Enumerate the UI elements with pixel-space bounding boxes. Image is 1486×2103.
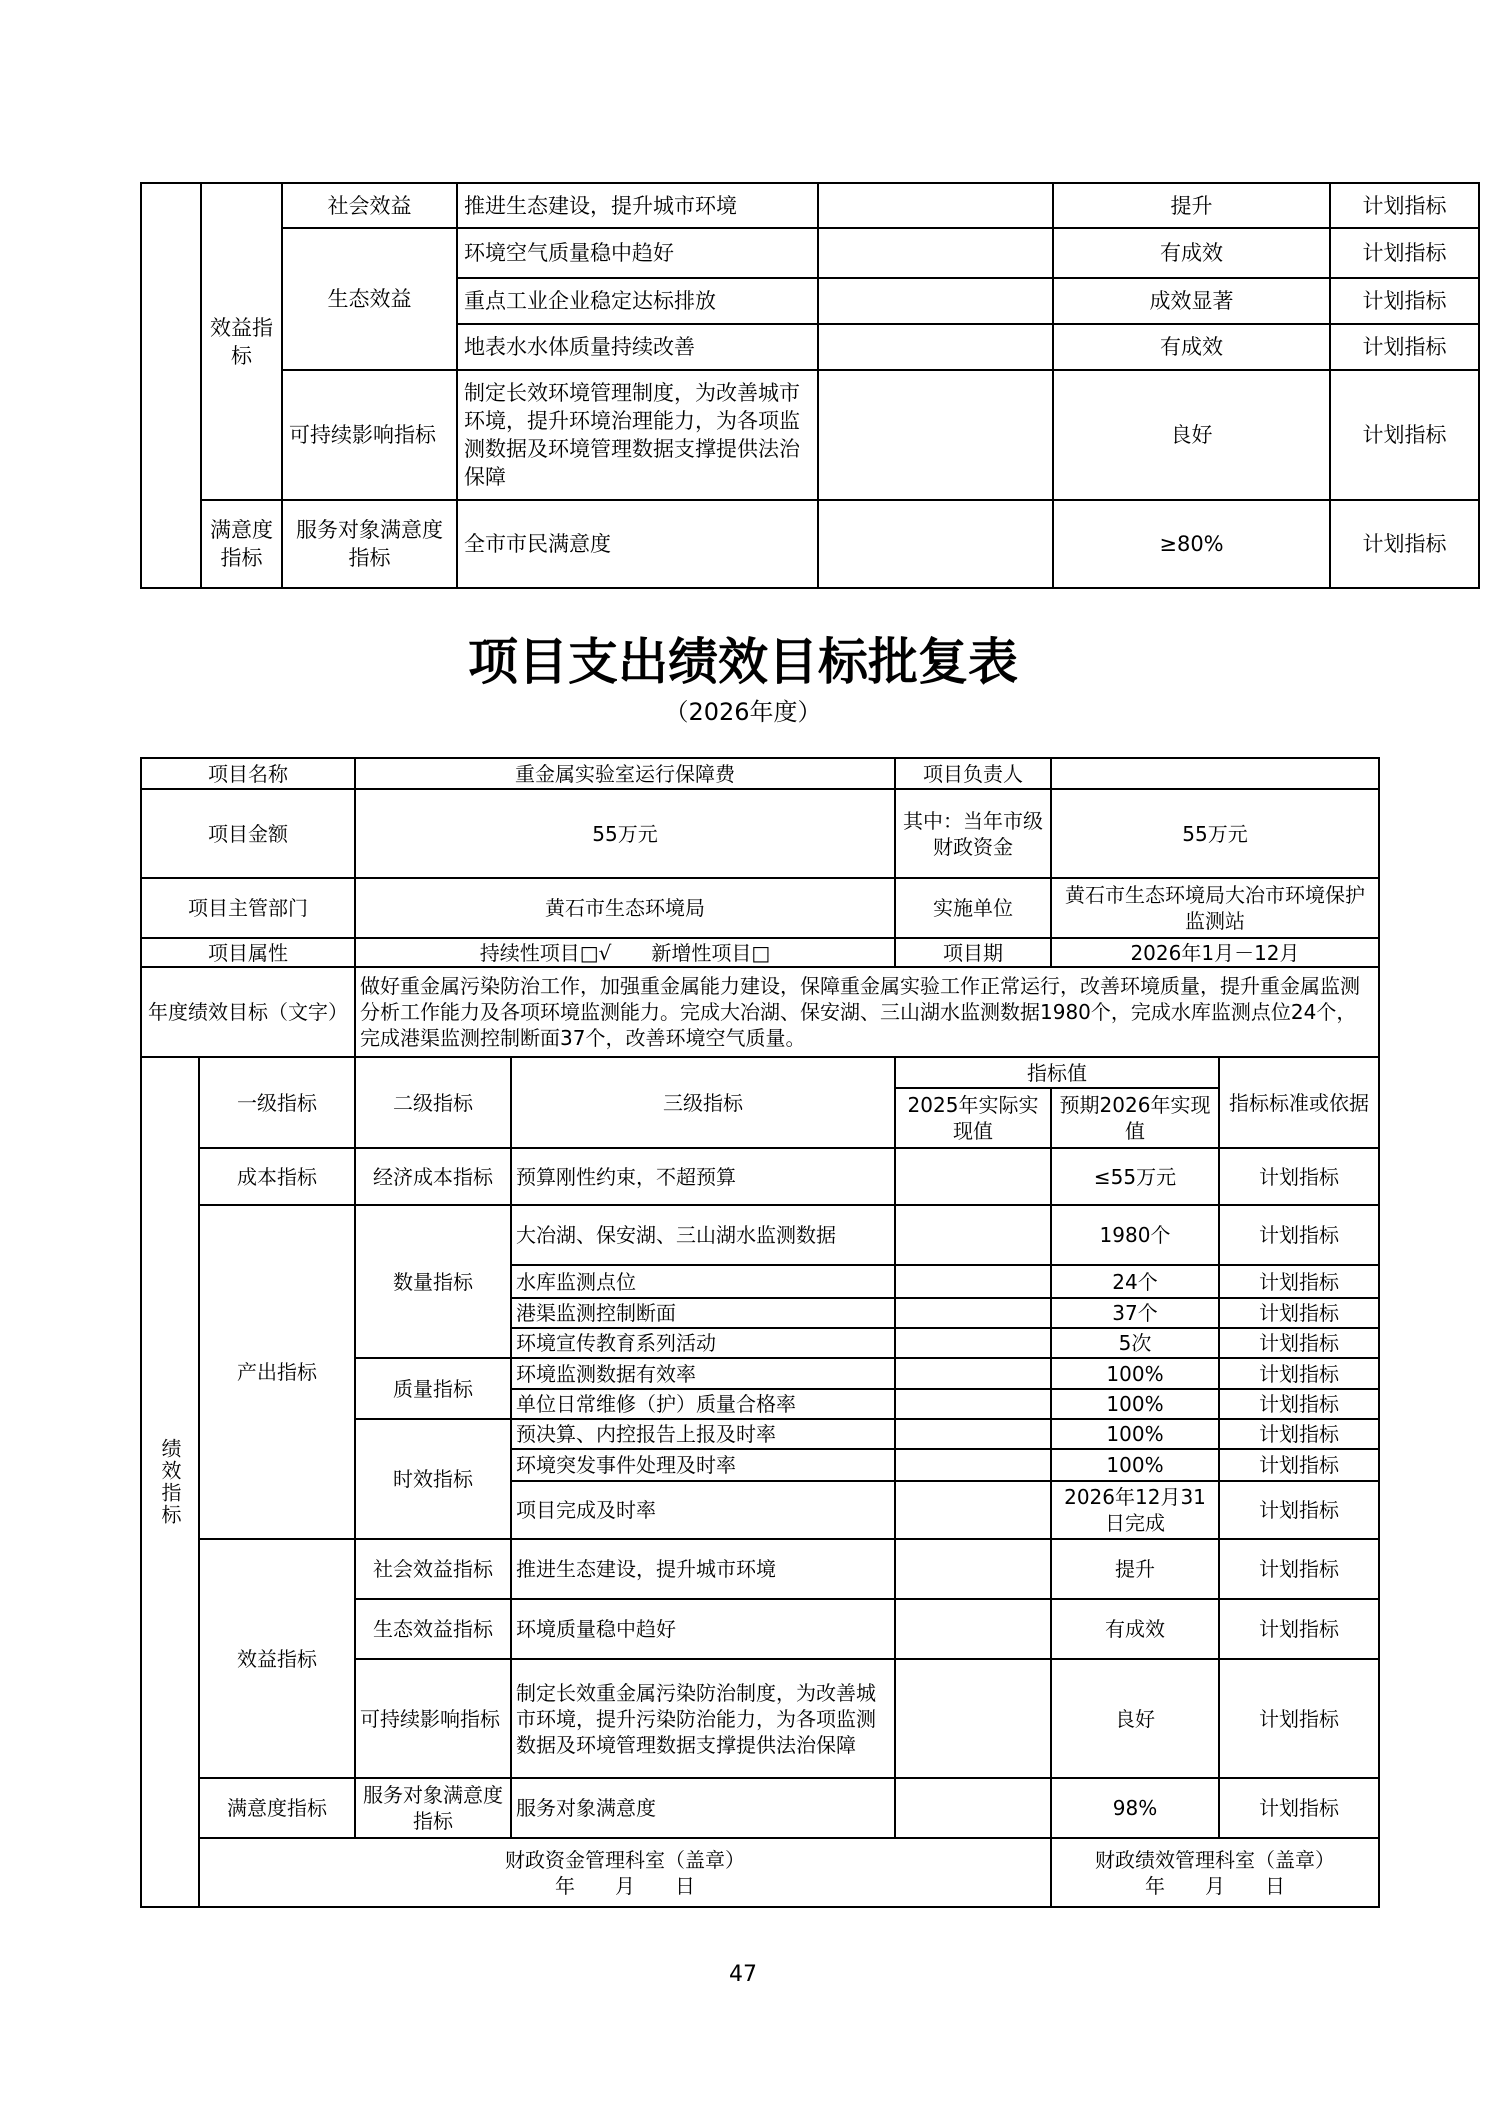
l3-cell: 大冶湖、保安湖、三山湖水监测数据 [511,1205,895,1265]
l2-cell: 时效指标 [355,1419,511,1539]
header-cell: 一级指标 [199,1057,355,1148]
value-cell: ≤55万元 [1051,1148,1219,1205]
project-period: 2026年1月－12月 [1051,938,1379,967]
l3-cell: 预算刚性约束，不超预算 [511,1148,895,1205]
project-owner [1051,758,1379,789]
empty-cell [818,370,1053,500]
l2-cell: 社会效益指标 [355,1539,511,1599]
header-cell: 预期2026年实现值 [1051,1088,1219,1148]
basis-cell: 计划指标 [1219,1205,1379,1265]
value-cell: ≥80% [1053,500,1330,588]
empty-cell [895,1419,1051,1449]
empty-cell [895,1449,1051,1481]
l1-cell: 产出指标 [199,1205,355,1539]
l1-cell: 效益指标 [201,183,282,500]
value-cell: 提升 [1053,183,1330,228]
basis-cell: 计划指标 [1330,183,1479,228]
l2-cell: 数量指标 [355,1205,511,1358]
page-title: 项目支出绩效目标批复表 [468,632,1018,691]
value-cell: 有成效 [1053,228,1330,278]
project-amount: 55万元 [355,789,895,878]
department: 黄石市生态环境局 [355,878,895,938]
empty-cell [895,1358,1051,1389]
value-cell: 98% [1051,1778,1219,1838]
perf-label: 绩效指标 [158,1438,182,1526]
value-cell: 良好 [1053,370,1330,500]
l1-cell: 满意度指标 [201,500,282,588]
value-cell: 提升 [1051,1539,1219,1599]
finance-performance-office-seal [1051,1838,1379,1907]
seal-label: 财政资金管理科室（盖章） [505,1847,745,1872]
basis-cell: 计划指标 [1219,1419,1379,1449]
empty-cell [818,278,1053,324]
empty-cell [895,1389,1051,1419]
header-cell: 指标值 [895,1057,1219,1088]
l2-cell: 经济成本指标 [355,1148,511,1205]
empty-cell [895,1778,1051,1838]
l3-cell: 地表水水体质量持续改善 [457,324,818,370]
page-number: 47 [729,1962,757,1987]
l2-cell: 生态效益 [282,228,457,370]
empty-cell [141,183,201,588]
project-performance-table [140,757,1380,1908]
l2-cell: 可持续影响指标 [355,1659,511,1778]
page-subtitle: （2026年度） [664,698,822,726]
l3-cell: 单位日常维修（护）质量合格率 [511,1389,895,1419]
value-cell: 100% [1051,1358,1219,1389]
label-cell: 项目负责人 [895,758,1051,789]
value-cell: 24个 [1051,1265,1219,1298]
value-cell: 100% [1051,1419,1219,1449]
l3-cell: 环境监测数据有效率 [511,1358,895,1389]
value-cell: 1980个 [1051,1205,1219,1265]
l2-cell: 可持续影响指标 [282,370,457,500]
l3-cell: 环境空气质量稳中趋好 [457,228,818,278]
l3-cell: 港渠监测控制断面 [511,1298,895,1328]
label-cell: 项目属性 [141,938,355,967]
l2-cell: 服务对象满意度指标 [355,1778,511,1838]
l3-cell: 推进生态建设，提升城市环境 [511,1539,895,1599]
basis-cell: 计划指标 [1219,1298,1379,1328]
basis-cell: 计划指标 [1330,370,1479,500]
city-fund: 55万元 [1051,789,1379,878]
empty-cell [818,500,1053,588]
empty-cell [895,1481,1051,1539]
value-cell: 5次 [1051,1328,1219,1358]
label-cell: 项目金额 [141,789,355,878]
empty-cell [895,1205,1051,1265]
seal-date: 年 月 日 [555,1873,695,1898]
l3-cell: 全市市民满意度 [457,500,818,588]
perf-group-cell [141,1057,199,1907]
project-attribute: 持续性项目□√ 新增性项目□ [355,938,895,967]
seal-label: 财政绩效管理科室（盖章） [1095,1847,1335,1872]
header-cell: 指标标准或依据 [1219,1057,1379,1148]
l2-cell: 社会效益 [282,183,457,228]
annual-goal: 做好重金属污染防治工作，加强重金属能力建设，保障重金属实验工作正常运行，改善环境质量，提升重金属监测分析工作能力及各项环境监测能力。完成大冶湖、保安湖、三山湖水监测数据1980个，完成水库监测点位24个，完成港渠监测控制断面37个，改善环境空气质量。 [355,967,1379,1057]
finance-fund-office-seal [199,1838,1051,1907]
l3-cell: 环境质量稳中趋好 [511,1599,895,1659]
label-cell: 项目期 [895,938,1051,967]
empty-cell [895,1539,1051,1599]
label-cell: 实施单位 [895,878,1051,938]
basis-cell: 计划指标 [1219,1328,1379,1358]
value-cell: 良好 [1051,1659,1219,1778]
l3-cell: 水库监测点位 [511,1265,895,1298]
l3-cell: 制定长效重金属污染防治制度，为改善城市环境，提升污染防治能力，为各项监测数据及环境管理数据支撑提供法治保障 [511,1659,895,1778]
l3-cell: 项目完成及时率 [511,1481,895,1539]
l2-cell: 服务对象满意度指标 [282,500,457,588]
basis-cell: 计划指标 [1219,1778,1379,1838]
value-cell: 2026年12月31日完成 [1051,1481,1219,1539]
value-cell: 37个 [1051,1298,1219,1328]
basis-cell: 计划指标 [1219,1599,1379,1659]
implementing-unit: 黄石市生态环境局大冶市环境保护监测站 [1051,878,1379,938]
l1-cell: 效益指标 [199,1539,355,1778]
basis-cell: 计划指标 [1219,1265,1379,1298]
l3-cell: 环境宣传教育系列活动 [511,1328,895,1358]
value-cell: 成效显著 [1053,278,1330,324]
l1-cell: 成本指标 [199,1148,355,1205]
value-cell: 100% [1051,1389,1219,1419]
header-cell: 二级指标 [355,1057,511,1148]
empty-cell [895,1328,1051,1358]
label-cell: 年度绩效目标（文字） [141,967,355,1057]
label-cell: 项目主管部门 [141,878,355,938]
project-name: 重金属实验室运行保障费 [355,758,895,789]
basis-cell: 计划指标 [1219,1481,1379,1539]
empty-cell [818,228,1053,278]
basis-cell: 计划指标 [1330,500,1479,588]
l3-cell: 服务对象满意度 [511,1778,895,1838]
l1-cell: 满意度指标 [199,1778,355,1838]
basis-cell: 计划指标 [1219,1148,1379,1205]
empty-cell [895,1298,1051,1328]
value-cell: 100% [1051,1449,1219,1481]
basis-cell: 计划指标 [1219,1449,1379,1481]
empty-cell [895,1148,1051,1205]
l2-cell: 质量指标 [355,1358,511,1419]
l3-cell: 重点工业企业稳定达标排放 [457,278,818,324]
basis-cell: 计划指标 [1330,228,1479,278]
l3-cell: 环境突发事件处理及时率 [511,1449,895,1481]
l3-cell: 预决算、内控报告上报及时率 [511,1419,895,1449]
label-cell: 项目名称 [141,758,355,789]
empty-cell [895,1265,1051,1298]
header-cell: 2025年实际实现值 [895,1088,1051,1148]
value-cell: 有成效 [1053,324,1330,370]
basis-cell: 计划指标 [1219,1358,1379,1389]
header-cell: 三级指标 [511,1057,895,1148]
empty-cell [895,1659,1051,1778]
basis-cell: 计划指标 [1330,324,1479,370]
benefit-indicator-table-continued [140,182,1480,589]
basis-cell: 计划指标 [1219,1539,1379,1599]
basis-cell: 计划指标 [1219,1659,1379,1778]
seal-date: 年 月 日 [1145,1873,1285,1898]
l3-cell: 制定长效环境管理制度，为改善城市环境，提升环境治理能力，为各项监测数据及环境管理数据支撑提供法治保障 [457,370,818,500]
basis-cell: 计划指标 [1330,278,1479,324]
empty-cell [895,1599,1051,1659]
l2-cell: 生态效益指标 [355,1599,511,1659]
l3-cell: 推进生态建设，提升城市环境 [457,183,818,228]
empty-cell [818,183,1053,228]
basis-cell: 计划指标 [1219,1389,1379,1419]
empty-cell [818,324,1053,370]
label-cell: 其中：当年市级财政资金 [895,789,1051,878]
value-cell: 有成效 [1051,1599,1219,1659]
